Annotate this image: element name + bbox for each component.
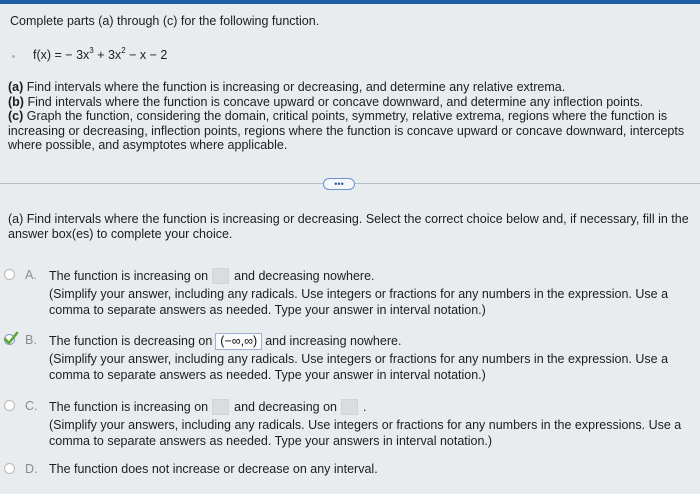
- formula-rhs: − x − 2: [125, 48, 168, 63]
- choice-a-pre: The function is increasing on: [49, 269, 209, 283]
- choice-d-statement: The function does not increase or decrease on any interval.: [49, 462, 378, 476]
- choice-b-pre: The function is decreasing on: [49, 334, 213, 348]
- prompt-b-text: Find intervals where the function is concave upward or concave downward, and determine any inflection points.: [23, 94, 644, 109]
- choice-c-answer-box-1[interactable]: [212, 399, 229, 415]
- prompt-c-text: Graph the function, considering the domain, critical points, symmetry, relative extrema, regions where the function is increasing or decreasing, inflection points, regions where the function is concave upward or concave downward, intercepts where possible, and asymptotes where applicable.: [8, 109, 685, 152]
- part-prompts: [8, 80, 688, 153]
- radio-d[interactable]: [4, 463, 15, 474]
- more-dots-icon: •••: [334, 179, 344, 189]
- choice-a-note: (Simplify your answer, including any radicals. Use integers or fractions for any numbers in the expression. Use a comma to separate answers as needed. Type your answer in interval notation.): [49, 287, 669, 317]
- choice-a-answer-box[interactable]: [212, 268, 229, 284]
- choice-c-letter: C.: [25, 399, 38, 413]
- choice-c-post: .: [362, 400, 367, 414]
- function-formula: [33, 47, 167, 62]
- prompt-a-text: Find intervals where the function is increasing or decreasing, and determine any relative extrema.: [23, 80, 566, 94]
- formula-exponent-2: 2: [121, 46, 126, 55]
- choice-b-note: (Simplify your answer, including any radicals. Use integers or fractions for any numbers in the expression. Use a comma to separate answers as needed. Type your answer in interval notation.): [49, 352, 669, 382]
- prompt-c: [8, 109, 688, 153]
- bullet-dot: [12, 55, 15, 58]
- formula-exponent-3: 3: [89, 46, 94, 55]
- prompt-c-label: (c): [8, 109, 24, 123]
- expand-more-button[interactable]: [323, 178, 355, 190]
- instruction-text: Complete parts (a) through (c) for the following function.: [10, 14, 320, 28]
- choice-c-answer-box-2[interactable]: [341, 399, 358, 415]
- choice-b-post: and increasing nowhere.: [265, 334, 402, 348]
- choice-b-answer-box[interactable]: (−∞,∞): [215, 333, 262, 350]
- question-text: (a) Find intervals where the function is increasing or decreasing. Select the correct choice below and, if necessary, fill in the answer box(es) to complete your choice.: [8, 212, 689, 241]
- choice-c-mid: and decreasing on: [234, 400, 337, 414]
- choice-c-pre: The function is increasing on: [49, 400, 209, 414]
- formula-mid: + 3x: [93, 48, 122, 63]
- radio-a[interactable]: [4, 269, 15, 280]
- choice-b-statement: [49, 333, 401, 350]
- choice-a-statement: [49, 268, 375, 284]
- choice-a-letter: A.: [25, 268, 37, 282]
- radio-c[interactable]: [4, 400, 15, 411]
- formula-lhs: f(x) = − 3x: [33, 48, 90, 63]
- choice-c-statement: [49, 399, 366, 415]
- top-accent-bar: [0, 0, 700, 4]
- checkmark-icon: [2, 330, 20, 348]
- choice-c-note: (Simplify your answers, including any radicals. Use integers or fractions for any numbers in the expressions. Use a comma to separate answers as needed. Type your answers in interval notation.): [49, 418, 682, 448]
- choice-a-post: and decreasing nowhere.: [234, 269, 375, 283]
- choice-d-letter: D.: [25, 462, 38, 476]
- prompt-a-label: (a): [8, 80, 24, 94]
- prompt-a: [8, 80, 688, 95]
- prompt-b: [8, 95, 688, 110]
- prompt-b-label: (b): [8, 94, 24, 109]
- choice-b-letter: B.: [25, 333, 37, 347]
